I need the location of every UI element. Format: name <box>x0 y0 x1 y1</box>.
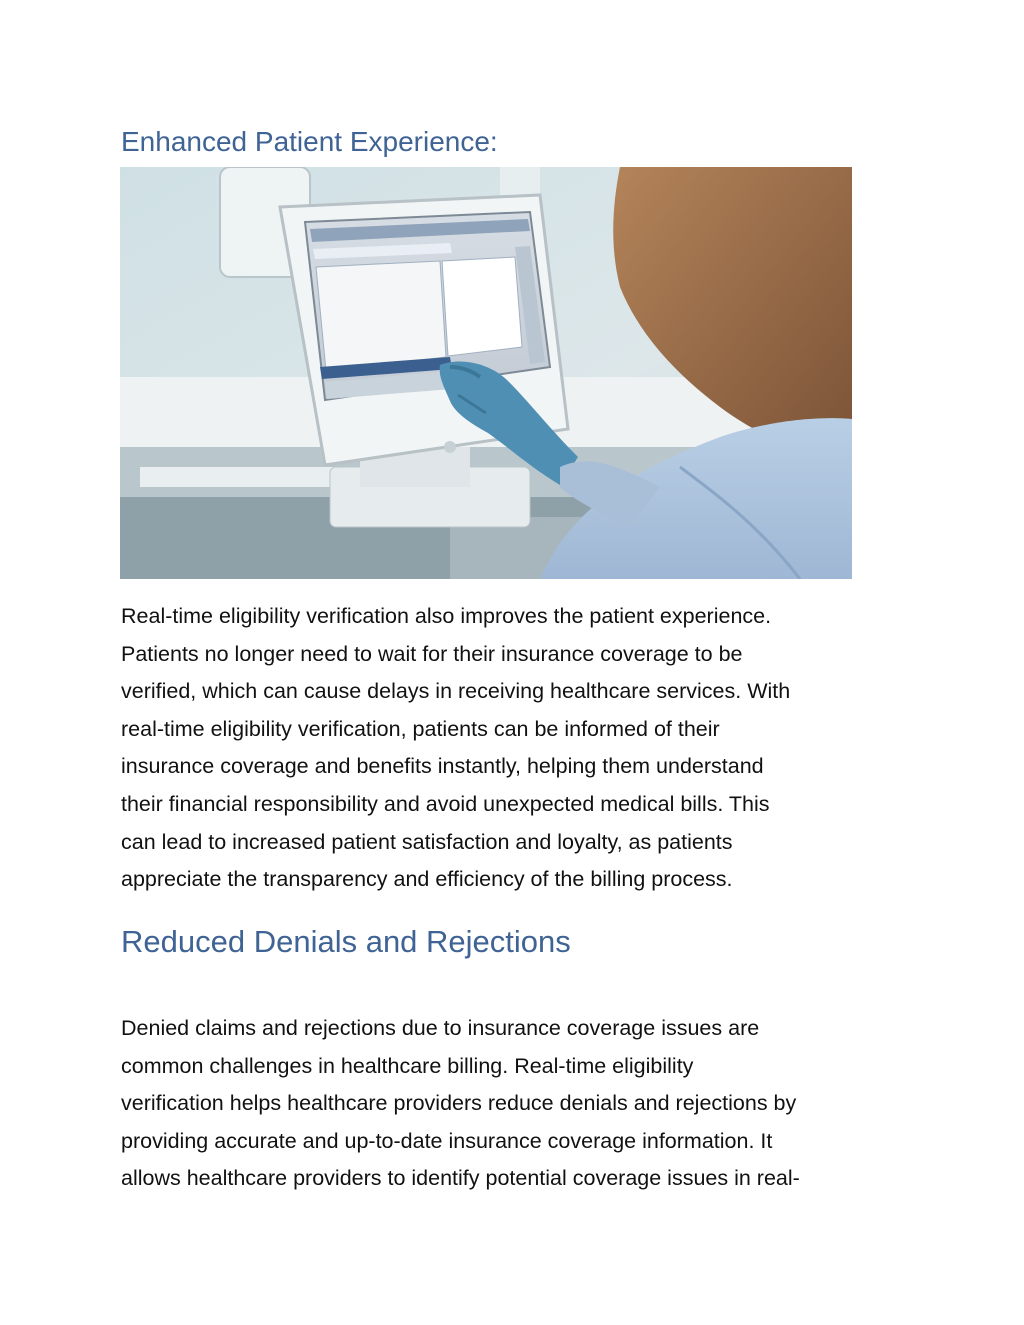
section-heading-reduced-denials: Reduced Denials and Rejections <box>121 924 571 959</box>
clinician-monitor-photo <box>120 167 852 579</box>
paragraph-line: Patients no longer need to wait for their insurance coverage to be <box>121 641 743 666</box>
paragraph-line: verification helps healthcare providers reduce denials and rejections by <box>121 1091 797 1116</box>
paragraph-line: their financial responsibility and avoid unexpected medical bills. This <box>121 791 770 816</box>
paragraph-line: verified, which can cause delays in receiving healthcare services. With <box>121 679 791 704</box>
paragraph-line: allows healthcare providers to identify potential coverage issues in real- <box>121 1166 800 1191</box>
paragraph-line: common challenges in healthcare billing. Real-time eligibility <box>121 1053 694 1078</box>
paragraph-reduced-denials <box>121 1010 800 1198</box>
section-heading-enhanced-patient-experience: Enhanced Patient Experience: <box>121 126 498 157</box>
paragraph-line: real-time eligibility verification, patients can be informed of their <box>121 716 720 741</box>
paragraph-line: insurance coverage and benefits instantly, helping them understand <box>121 754 764 779</box>
paragraph-line: Denied claims and rejections due to insurance coverage issues are <box>121 1016 760 1040</box>
paragraph-line: providing accurate and up-to-date insurance coverage information. It <box>121 1128 773 1153</box>
paragraph-line: appreciate the transparency and efficiency of the billing process. <box>121 867 733 892</box>
paragraph-line: Real-time eligibility verification also improves the patient experience. <box>121 604 772 628</box>
paragraph-patient-experience <box>121 598 790 899</box>
paragraph-line: can lead to increased patient satisfaction and loyalty, as patients <box>121 829 733 854</box>
